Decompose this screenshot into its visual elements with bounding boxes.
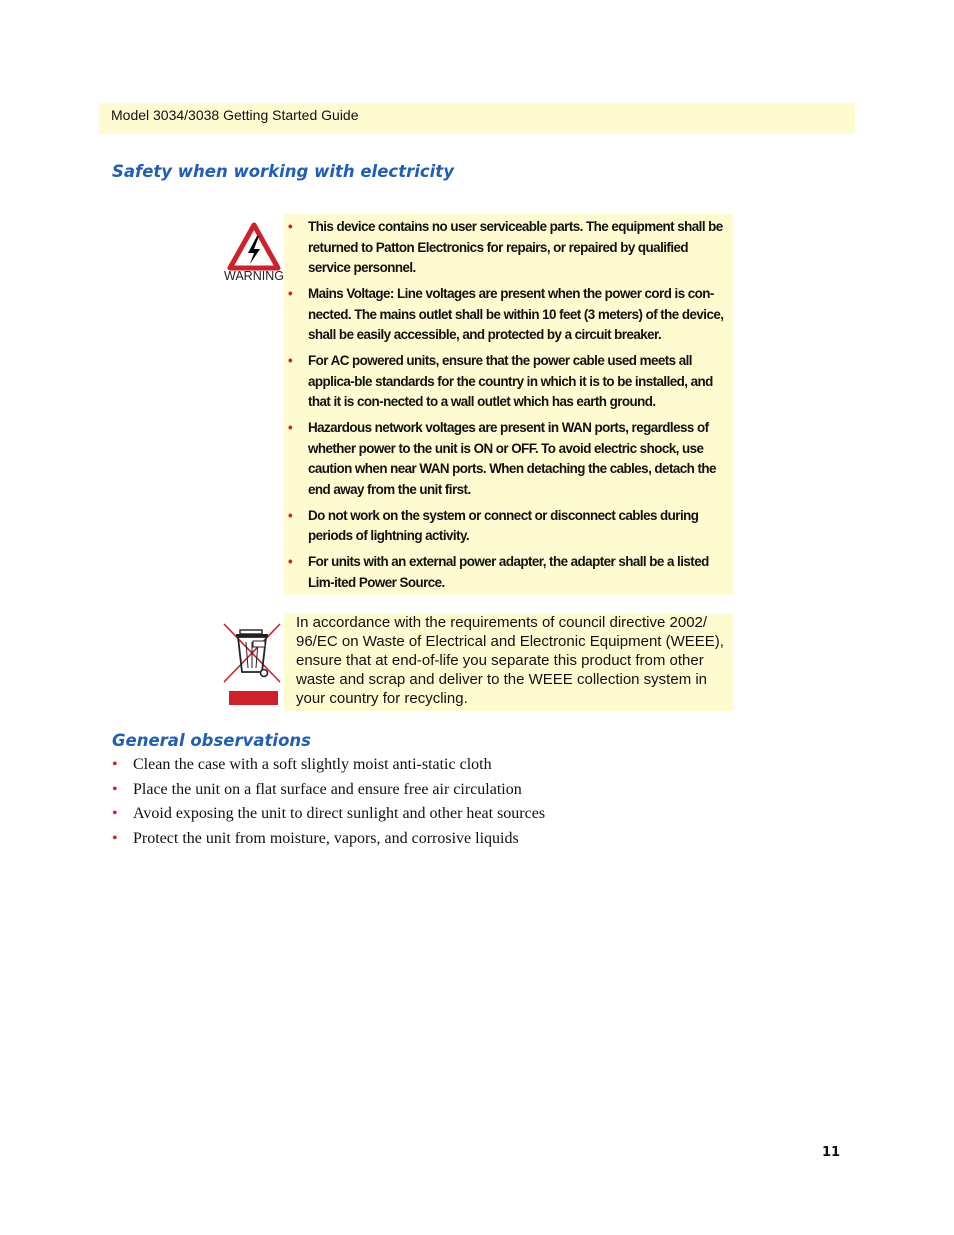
running-header — [99, 103, 855, 134]
warning-item: • Do not work on the system or connect or disconnect cables during periods of lightning activity. — [288, 507, 699, 544]
warning-item: • Mains Voltage: Line voltages are present when the power cord is con-nected. The mains outlet shall be within 10 feet (3 meters) of the device, shall be easily accessible, and protected by a circuit breaker. — [288, 286, 724, 343]
warning-item: • For AC powered units, ensure that the power cable used meets all applica-ble standards for the country in which it is to be installed, and that it is con-nected to a wall outlet which has earth ground. — [288, 353, 713, 410]
list-item: • Protect the unit from moisture, vapors, and corrosive liquids — [112, 827, 712, 852]
bullet-icon: • — [288, 286, 293, 302]
general-heading: General observations — [112, 731, 311, 750]
warning-item: • Hazardous network voltages are present in WAN ports, regardless of whether power to the unit is ON or OFF. To avoid electric shock, use caution when near WAN ports. When detaching the cables, detach the end away from the unit first. — [288, 420, 716, 497]
bullet-icon: • — [112, 756, 118, 773]
weee-notice-box — [284, 613, 733, 711]
bullet-icon: • — [288, 353, 293, 369]
warning-box — [284, 214, 733, 595]
header-title: Model 3034/3038 Getting Started Guide — [111, 107, 359, 123]
list-item: • Place the unit on a flat surface and ensure free air circulation — [112, 778, 712, 803]
bullet-icon: • — [288, 507, 293, 523]
bullet-icon: • — [112, 829, 118, 847]
general-observations-list — [112, 753, 712, 851]
bullet-icon: • — [112, 805, 118, 823]
safety-heading: Safety when working with electricity — [112, 162, 454, 181]
bullet-icon: • — [288, 219, 293, 234]
list-item: • Clean the case with a soft slightly moist anti-static cloth — [112, 753, 712, 778]
warning-item: • For units with an external power adapter, the adapter shall be a listed Lim-ited Power Source. — [288, 554, 709, 590]
warning-list — [284, 217, 733, 599]
bullet-icon: • — [112, 780, 118, 798]
bullet-icon: • — [288, 420, 293, 436]
warning-label: WARNING — [224, 269, 284, 283]
bullet-icon: • — [288, 554, 293, 570]
crossed-out-wheelie-bin-icon — [222, 620, 282, 706]
list-item: • Avoid exposing the unit to direct sunlight and other heat sources — [112, 802, 712, 827]
page-number: 11 — [822, 1145, 841, 1160]
weee-notice-text: In accordance with the requirements of council directive 2002/ 96/EC on Waste of Electrical and Electronic Equipment (WEEE), ensure that at end-of-life you separate this product from other waste and scrap and deliver to the WEEE collection system in your country for recycling. — [296, 614, 724, 707]
warning-item: • This device contains no user serviceable parts. The equipment shall be returned to Patton Electronics for repairs, or repaired by qualified service personnel. — [288, 219, 723, 275]
